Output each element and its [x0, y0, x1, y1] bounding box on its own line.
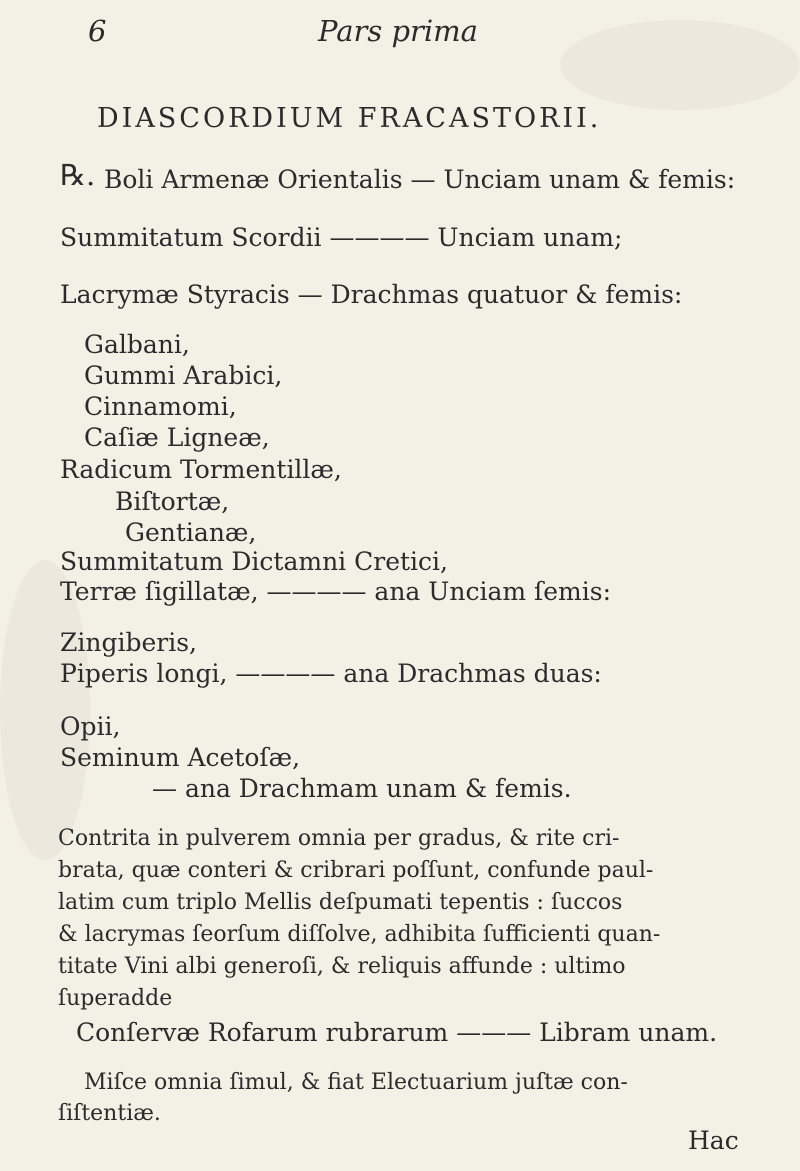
ingredient-line	[104, 165, 735, 194]
page-number: 6	[88, 14, 107, 48]
ingredient-name: Summitatum Scordii	[60, 223, 322, 252]
ingredient-item: Caſiæ Ligneæ,	[84, 423, 270, 452]
catchword: Hac	[688, 1126, 739, 1155]
ingredient-item: Galbani,	[84, 330, 190, 359]
ingredient-item: Summitatum Dictamni Cretici,	[60, 547, 448, 576]
ingredient-dose: Drachmas quatuor & femis:	[330, 280, 683, 309]
ingredient-name: Terræ ſigillatæ,	[60, 577, 259, 606]
ingredient-dose: Unciam unam;	[437, 223, 623, 252]
ingredient-item: Seminum Acetoſæ,	[60, 743, 301, 772]
ingredient-name: Conſervæ Rofarum rubrarum	[76, 1018, 449, 1047]
closing-line: ſiſtentiæ.	[58, 1101, 161, 1126]
ingredient-dose: ana Drachmam unam & femis.	[184, 774, 572, 803]
closing-line: Miſce omnia ſimul, & fiat Electuarium juſtæ con-	[84, 1070, 628, 1095]
recipe-title: DIASCORDIUM FRACASTORII.	[97, 103, 602, 134]
ingredient-name: Lacrymæ Styracis	[60, 280, 290, 309]
ingredient-item: Gummi Arabici,	[84, 361, 283, 390]
ingredient-dose: ana Unciam ſemis:	[374, 577, 612, 606]
ingredient-item: Zingiberis,	[60, 628, 197, 657]
ingredient-item: Opii,	[60, 712, 121, 741]
dash: ————	[329, 223, 430, 252]
instruction-line: brata, quæ conteri & cribrari poſſunt, confunde paul-	[58, 858, 654, 883]
ingredient-item: Gentianæ,	[125, 518, 257, 547]
ingredient-line	[60, 280, 682, 309]
ingredient-dose: Unciam unam & femis:	[443, 165, 736, 194]
instruction-line: titate Vini albi generoſi, & reliquis affunde : ultimo	[58, 954, 626, 979]
ingredient-line	[76, 1018, 717, 1047]
dash: —	[297, 280, 323, 309]
dash: ————	[235, 659, 336, 688]
ingredient-name: Boli Armenæ Orientalis	[104, 165, 403, 194]
ingredient-item: Biſtortæ,	[115, 487, 230, 516]
dash: —	[152, 774, 177, 803]
dash: ————	[266, 577, 367, 606]
ingredient-dose: ana Drachmas duas:	[343, 659, 602, 688]
dash: ———	[456, 1018, 532, 1047]
recipe-symbol: ℞.	[60, 158, 96, 192]
ingredient-line	[152, 774, 572, 803]
ingredient-line	[60, 659, 602, 688]
ingredient-line	[60, 577, 611, 606]
ingredient-name: Piperis longi,	[60, 659, 228, 688]
ingredient-item: Radicum Tormentillæ,	[60, 455, 342, 484]
ingredient-line	[60, 223, 622, 252]
paper-stain	[560, 20, 800, 110]
instruction-line: ſuperadde	[58, 986, 173, 1011]
dash: —	[410, 165, 436, 194]
ingredient-item: Cinnamomi,	[84, 392, 237, 421]
running-title: Pars prima	[318, 14, 478, 48]
instruction-line: & lacrymas ſeorſum diſſolve, adhibita ſufficienti quan-	[58, 922, 661, 947]
instruction-line: latim cum triplo Mellis deſpumati tepentis : ſuccos	[58, 890, 623, 915]
ingredient-dose: Libram unam.	[539, 1018, 718, 1047]
instruction-line: Contrita in pulverem omnia per gradus, & rite cri-	[58, 826, 620, 851]
